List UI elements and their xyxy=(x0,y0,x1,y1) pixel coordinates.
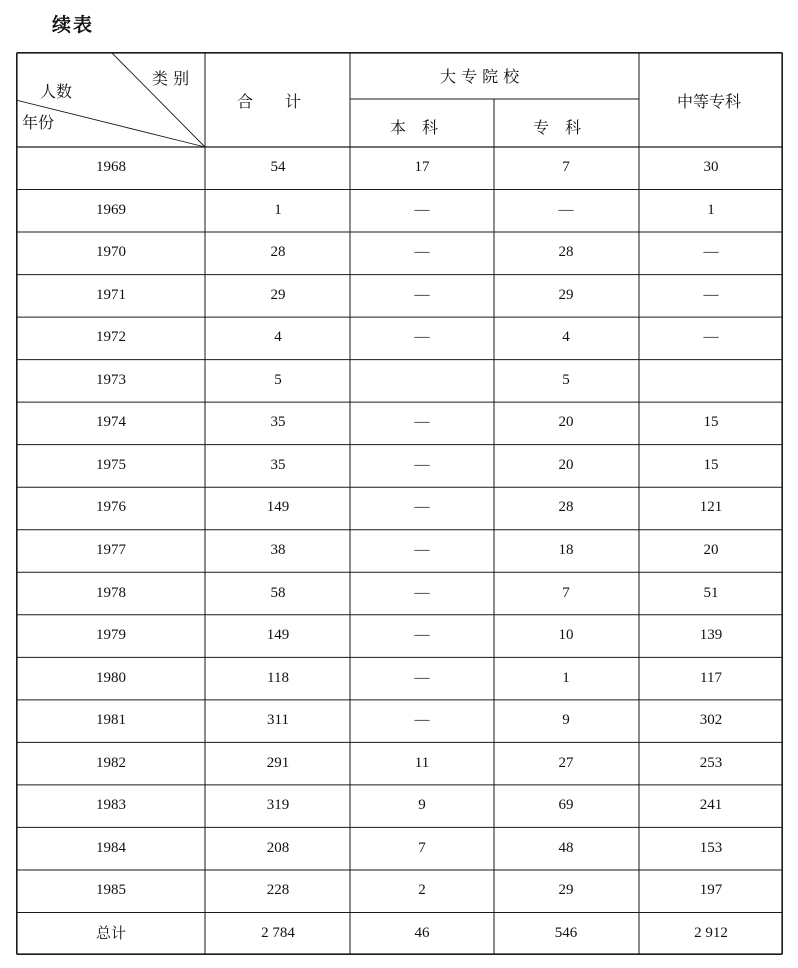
year-cell: 1972 xyxy=(96,329,126,346)
year-cell: 1981 xyxy=(96,712,126,729)
total-cell: 149 xyxy=(266,499,290,516)
junior-cell: 5 xyxy=(562,371,570,388)
table-title: 续表 xyxy=(52,14,95,36)
junior-cell: 7 xyxy=(562,159,570,176)
junior-cell: 69 xyxy=(558,797,574,814)
secondary-cell: 153 xyxy=(699,839,723,856)
year-cell: 1973 xyxy=(96,371,126,388)
junior-cell: 1 xyxy=(562,669,570,686)
secondary-cell: 15 xyxy=(703,414,719,431)
undergrad-cell: 7 xyxy=(418,839,426,856)
year-cell: 1979 xyxy=(96,627,126,644)
total-cell: 228 xyxy=(266,882,290,899)
statistics-table xyxy=(16,52,783,955)
table-grid xyxy=(16,52,783,955)
total-cell: 4 xyxy=(274,329,282,346)
undergrad-cell: — xyxy=(414,414,430,431)
secondary-cell: 241 xyxy=(699,797,723,814)
header-secondary: 中等专科 xyxy=(677,92,742,111)
undergrad-cell: — xyxy=(414,244,430,261)
year-cell: 1974 xyxy=(96,414,126,431)
undergrad-cell: 46 xyxy=(414,924,430,941)
undergrad-cell: — xyxy=(414,329,430,346)
total-cell: 35 xyxy=(270,456,286,473)
header-junior: 专 科 xyxy=(533,118,582,137)
year-cell: 1978 xyxy=(96,584,126,601)
total-cell: 58 xyxy=(270,584,286,601)
total-cell: 2 784 xyxy=(261,924,295,941)
junior-cell: 546 xyxy=(554,924,578,941)
junior-cell: 9 xyxy=(562,712,570,729)
total-cell: 291 xyxy=(266,754,290,771)
year-cell: 1982 xyxy=(96,754,126,771)
undergrad-cell: — xyxy=(414,669,430,686)
secondary-cell: 1 xyxy=(707,201,715,218)
total-cell: 118 xyxy=(267,669,289,686)
secondary-cell: 302 xyxy=(699,712,723,729)
total-cell: 1 xyxy=(274,201,282,218)
total-cell: 311 xyxy=(267,712,289,729)
header-year: 年份 xyxy=(22,113,55,132)
junior-cell: 29 xyxy=(558,286,574,303)
junior-cell: 28 xyxy=(558,499,574,516)
secondary-cell: 253 xyxy=(699,754,723,771)
year-cell: 1971 xyxy=(96,286,126,303)
year-cell: 1977 xyxy=(96,542,126,558)
junior-cell: 7 xyxy=(562,584,570,601)
junior-cell: 4 xyxy=(562,329,570,346)
undergrad-cell: 11 xyxy=(414,754,430,771)
junior-cell: 28 xyxy=(558,244,574,261)
secondary-cell: 20 xyxy=(703,542,719,558)
secondary-cell: 2 912 xyxy=(694,924,728,941)
undergrad-cell: — xyxy=(414,712,430,729)
total-cell: 38 xyxy=(270,542,286,558)
junior-cell: 48 xyxy=(558,839,574,856)
year-cell: 1970 xyxy=(96,244,126,261)
undergrad-cell: — xyxy=(414,627,430,644)
total-cell: 29 xyxy=(270,286,286,303)
secondary-cell: 117 xyxy=(700,669,722,686)
undergrad-cell: — xyxy=(414,499,430,516)
year-cell: 1983 xyxy=(96,797,126,814)
year-cell: 1976 xyxy=(96,499,126,516)
undergrad-cell: 17 xyxy=(414,159,430,176)
undergrad-cell: — xyxy=(414,456,430,473)
header-count: 人数 xyxy=(40,82,73,101)
header-college-group: 大 专 院 校 xyxy=(440,67,520,86)
year-cell: 1984 xyxy=(96,839,126,856)
junior-cell: 20 xyxy=(558,414,574,431)
total-cell: 149 xyxy=(266,627,290,644)
total-cell: 54 xyxy=(270,159,286,176)
junior-cell: — xyxy=(558,201,574,218)
secondary-cell: 139 xyxy=(699,627,723,644)
secondary-cell: 15 xyxy=(703,456,719,473)
secondary-cell: — xyxy=(703,286,719,303)
undergrad-cell: — xyxy=(414,286,430,303)
secondary-cell: 51 xyxy=(703,584,719,601)
secondary-cell: — xyxy=(703,329,719,346)
secondary-cell: 30 xyxy=(703,159,719,176)
undergrad-cell: — xyxy=(414,201,430,218)
junior-cell: 29 xyxy=(558,882,574,899)
total-cell: 28 xyxy=(270,244,286,261)
junior-cell: 10 xyxy=(558,627,574,644)
year-cell: 1980 xyxy=(96,669,126,686)
year-cell: 1969 xyxy=(96,201,126,218)
year-cell: 1968 xyxy=(96,159,126,176)
secondary-cell: — xyxy=(703,244,719,261)
year-cell: 1985 xyxy=(96,882,126,899)
header-total: 合 计 xyxy=(237,92,302,111)
total-cell: 319 xyxy=(266,797,290,814)
year-cell: 1975 xyxy=(96,456,126,473)
undergrad-cell: — xyxy=(414,584,430,601)
total-cell: 208 xyxy=(266,839,290,856)
header-category: 类 别 xyxy=(152,69,190,88)
undergrad-cell: — xyxy=(414,542,430,558)
secondary-cell: 121 xyxy=(699,499,723,516)
secondary-cell: 197 xyxy=(699,882,723,899)
junior-cell: 20 xyxy=(558,456,574,473)
total-cell: 35 xyxy=(270,414,286,431)
undergrad-cell: 9 xyxy=(418,797,426,814)
total-cell: 5 xyxy=(274,371,282,388)
undergrad-cell: 2 xyxy=(418,882,426,899)
junior-cell: 27 xyxy=(558,754,574,771)
totals-label: 总计 xyxy=(95,923,127,942)
junior-cell: 18 xyxy=(558,542,574,558)
header-undergrad: 本 科 xyxy=(390,118,439,137)
